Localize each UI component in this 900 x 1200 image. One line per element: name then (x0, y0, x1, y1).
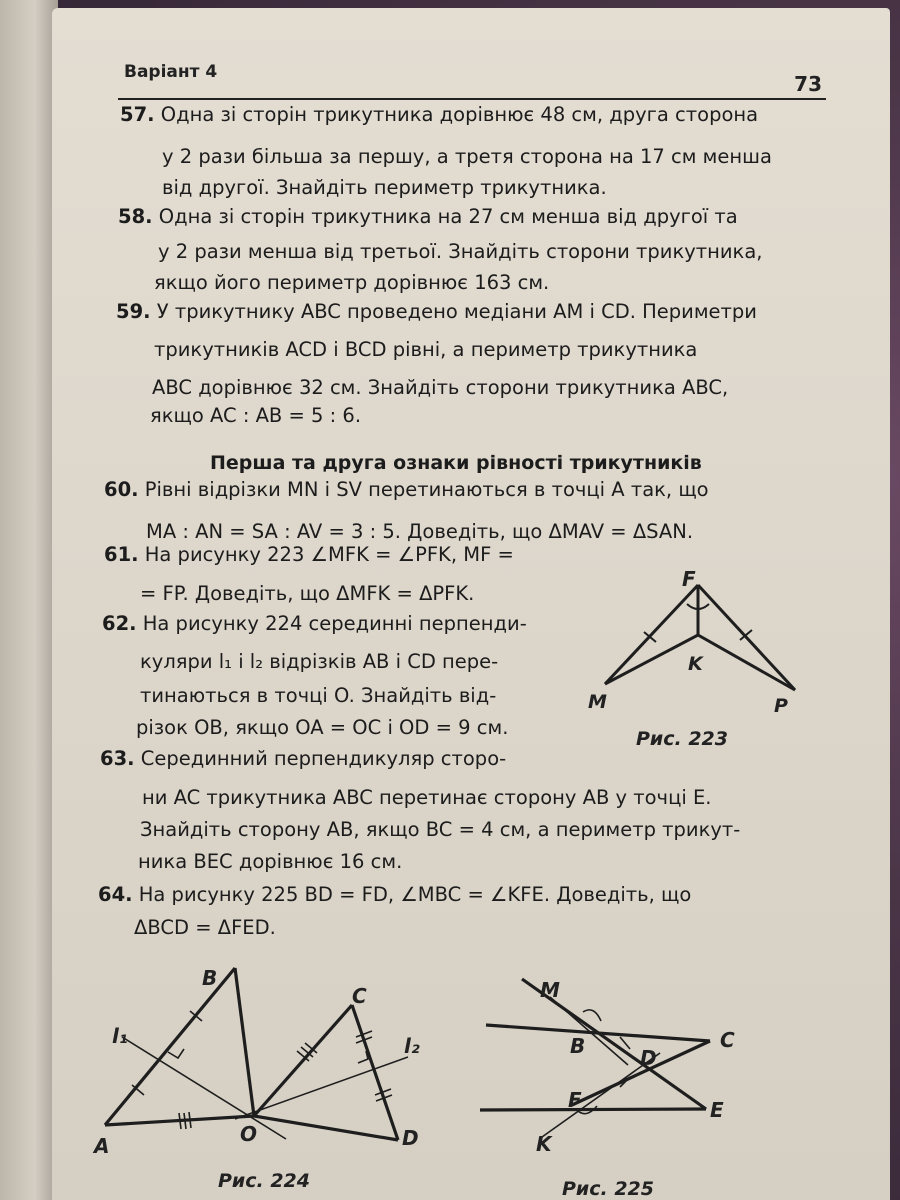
fig224-label-l1: l₁ (112, 1024, 128, 1048)
problem-63-line-1: 63. Серединний перпендикуляр сторо- (100, 747, 507, 770)
fig225-label-f: F (568, 1088, 582, 1112)
figure-224 (90, 955, 440, 1158)
fig225-label-b: B (570, 1034, 586, 1058)
fig223-label-m: M (588, 691, 607, 713)
fig224-tick-9 (189, 1112, 191, 1128)
fig223-label-f: F (682, 567, 696, 591)
fig224-side-od (254, 1116, 398, 1140)
problem-62-line-3: тинаються в точці O. Знайдіть від- (140, 684, 497, 707)
problem-64-number: 64. (98, 883, 133, 906)
fig224-right-angle-1 (168, 1049, 184, 1058)
problem-57-line-1: 57. Одна зі сторін трикутника дорівнює 48 см, друга сторона (120, 103, 759, 126)
fig224-side-oc (254, 1005, 352, 1116)
fig224-label-b: B (202, 966, 218, 990)
problem-57-number: 57. (120, 103, 155, 126)
fig223-label-k: K (688, 653, 703, 675)
problem-62-number: 62. (102, 612, 137, 635)
fig224-side-bo (235, 968, 254, 1116)
fig225-tick-1 (620, 1037, 630, 1049)
fig223-label-p: P (774, 695, 788, 717)
problem-58-line-2: у 2 рази менша від третьої. Знайдіть сторони трикутника, (158, 240, 763, 263)
problem-60-line-2: MA : AN = SA : AV = 3 : 5. Доведіть, що ΔMAV = ΔSAN. (146, 520, 694, 543)
fig225-label-k: K (536, 1132, 552, 1156)
fig225-angle-arc-b (583, 1010, 601, 1021)
problem-62-line-2: куляри l₁ і l₂ відрізків AB і CD пере- (140, 650, 499, 673)
problem-59-number: 59. (116, 300, 151, 323)
section-title: Перша та друга ознаки рівності трикутників (210, 452, 702, 474)
problem-60-line-1: 60. Рівні відрізки MN і SV перетинаються в точці A так, що (104, 478, 709, 501)
problem-59-line-1: 59. У трикутнику ABC проведено медіани AM і CD. Периметри (116, 300, 757, 323)
problem-61-number: 61. (104, 543, 139, 566)
page-header (118, 58, 826, 100)
problem-61-line-2: = FP. Доведіть, що ΔMFK = ΔPFK. (140, 582, 475, 605)
problem-64-line-1: 64. На рисунку 225 BD = FD, ∠MBC = ∠KFE. Доведіть, що (98, 883, 692, 906)
problem-63-line-2: ни AC трикутника ABC перетинає сторону AB у точці E. (142, 786, 712, 809)
problem-57-line-2: у 2 рази більша за першу, а третя сторона на 17 см менша (162, 145, 772, 168)
fig225-caption: Рис. 225 (562, 1178, 654, 1200)
fig225-label-m: M (540, 978, 560, 1002)
fig223-side-fp (698, 585, 795, 690)
problem-60-number: 60. (104, 478, 139, 501)
fig224-side-cd (352, 1005, 398, 1140)
fig224-right-angle-2 (358, 1051, 368, 1063)
problem-62-line-4: різок OB, якщо OA = OC і OD = 9 см. (136, 716, 509, 739)
problem-59-line-4: якщо AC : AB = 5 : 6. (150, 404, 362, 427)
problem-63-line-4: ника BEC дорівнює 16 см. (138, 850, 403, 873)
problem-62-line-1: 62. На рисунку 224 серединні перпенди- (102, 612, 527, 635)
problem-63-number: 63. (100, 747, 135, 770)
fig224-label-l2: l₂ (404, 1034, 420, 1058)
fig223-side-fm (605, 585, 698, 684)
fig224-tick-7 (179, 1113, 181, 1129)
fig223-side-mk (605, 635, 698, 684)
fig223-caption: Рис. 223 (636, 728, 728, 750)
fig224-tick-8 (184, 1113, 186, 1129)
problem-59-line-3: ABC дорівнює 32 см. Знайдіть сторони трикутника ABC, (152, 376, 729, 399)
problem-57-line-3: від другої. Знайдіть периметр трикутника. (162, 176, 607, 199)
problem-58-number: 58. (118, 205, 153, 228)
problem-58-line-3: якщо його периметр дорівнює 163 см. (154, 271, 550, 294)
problem-61-line-1: 61. На рисунку 223 ∠MFK = ∠PFK, MF = (104, 543, 514, 566)
figure-225 (470, 965, 770, 1165)
problem-63-line-3: Знайдіть сторону AB, якщо BC = 4 см, а периметр трикут- (140, 818, 741, 841)
fig225-label-d: D (640, 1046, 657, 1070)
fig224-label-a: A (94, 1134, 110, 1158)
page-number: 73 (794, 72, 822, 96)
problem-59-line-2: трикутників ACD і BCD рівні, а периметр трикутника (154, 338, 698, 361)
problem-58-line-1: 58. Одна зі сторін трикутника на 27 см менша від другої та (118, 205, 738, 228)
fig224-label-o: O (240, 1122, 258, 1146)
fig224-line-l2 (235, 1057, 408, 1119)
fig225-label-e: E (710, 1098, 724, 1122)
fig224-label-c: C (352, 984, 367, 1008)
variant-label: Варіант 4 (124, 62, 218, 82)
problem-64-line-2: ΔBCD = ΔFED. (134, 916, 276, 939)
fig225-label-c: C (720, 1028, 735, 1052)
fig224-caption: Рис. 224 (218, 1170, 310, 1192)
left-page-edge (0, 0, 58, 1200)
fig223-side-pk (698, 635, 795, 690)
fig224-label-d: D (402, 1126, 419, 1150)
